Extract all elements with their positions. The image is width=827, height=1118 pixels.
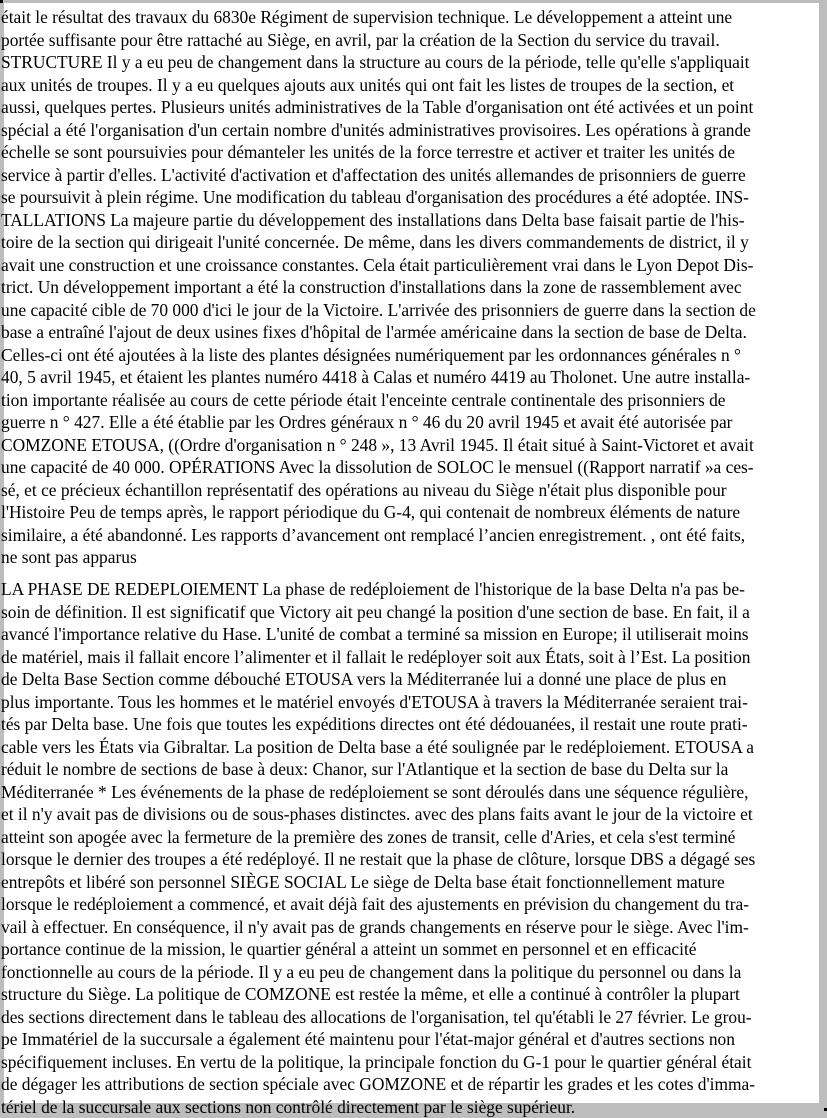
paragraph-structure-installations-operations (1, 6, 821, 569)
text-line: de Delta Base Section comme débouché ETOUSA vers la Méditerranée lui a donné une place de plus en (1, 668, 821, 691)
text-line: cable vers les États via Gibraltar. La position de Delta base a été soulignée par le redéploiement. ETOUSA a (1, 736, 821, 759)
text-line: réduit le nombre de sections de base à deux: Chanor, sur l'Atlantique et la section de base du Delta sur la (1, 758, 821, 781)
text-line: trict. Un développement important a été la construction d'installations dans la zone de rassemblement avec (1, 276, 821, 299)
text-line: spécial a été l'organisation d'un certain nombre d'unités administratives provisoires. Les opérations à grande (1, 119, 821, 142)
text-line: base a entraîné l'ajout de deux usines fixes d'hôpital de l'armée américaine dans la section de base de Delta. (1, 321, 821, 344)
text-line: ne sont pas apparus (1, 546, 821, 569)
text-line: LA PHASE DE REDEPLOIEMENT La phase de redéploiement de l'historique de la base Delta n'a pas be- (1, 578, 821, 601)
text-line: était le résultat des travaux du 6830e Régiment de supervision technique. Le développement a atteint une (1, 6, 821, 29)
text-line: soin de définition. Il est significatif que Victory ait peu changé la position d'une section de base. En fait, il a (1, 601, 821, 624)
text-line: COMZONE ETOUSA, ((Ordre d'organisation n ° 248 », 13 Avril 1945. Il était situé à Saint-Victoret et avait (1, 434, 821, 457)
text-line: atteint son apogée avec la fermeture de la première des zones de transit, celle d'Aries, et cela s'est terminé (1, 826, 821, 849)
text-line: guerre n ° 427. Elle a été établie par les Ordres généraux n ° 46 du 20 avril 1945 et avait été autorisée par (1, 411, 821, 434)
text-line: sé, et ce précieux échantillon représentatif des opérations au niveau du Siège n'était plus disponible pour (1, 479, 821, 502)
text-line: vail à effectuer. En conséquence, il n'y avait pas de grands changements en réserve pour le siège. Avec l'im- (1, 916, 821, 939)
text-line: l'Histoire Peu de temps après, le rapport périodique du G-4, qui contenait de nombreux éléments de nature (1, 501, 821, 524)
text-line: tériel de la succursale aux sections non contrôlé directement par le siège supérieur. (1, 1096, 821, 1118)
text-line: TALLATIONS La majeure partie du développement des installations dans Delta base faisait partie de l'his- (1, 209, 821, 232)
text-line: se poursuivit à plein régime. Une modification du tableau d'organisation des procédures a été adoptée. INS- (1, 186, 821, 209)
text-line: de dégager les attributions de section spéciale avec GOMZONE et de répartir les grades et les cotes d'imma- (1, 1073, 821, 1096)
text-line: pe Immatériel de la succursale a également été maintenu pour l'état-major général et d'autres sections non (1, 1028, 821, 1051)
text-line: portée suffisante pour être rattaché au Siège, en avril, par la création de la Section du service du travail. (1, 29, 821, 52)
text-line: structure du Siège. La politique de COMZONE est restée la même, et elle a continué à contrôler la plupart (1, 983, 821, 1006)
text-line: aussi, quelques pertes. Plusieurs unités administratives de la Table d'organisation ont été activées et un point (1, 96, 821, 119)
text-line: portance continue de la mission, le quartier général a atteint un sommet en personnel et en efficacité (1, 938, 821, 961)
text-line: service à partir d'elles. L'activité d'activation et d'affectation des unités allemandes de prisonniers de guerre (1, 164, 821, 187)
text-line: échelle se sont poursuivies pour démanteler les unités de la force terrestre et activer et traiter les unités de (1, 141, 821, 164)
text-line: avait une construction et une croissance constantes. Cela était particulièrement vrai dans le Lyon Depot Dis- (1, 254, 821, 277)
text-line: STRUCTURE Il y a eu peu de changement dans la structure au cours de la période, telle qu'elle s'appliquait (1, 51, 821, 74)
text-line: similaire, a été abandonné. Les rapports d’avancement ont remplacé l’ancien enregistrement. , ont été faits, (1, 524, 821, 547)
document-page (4, 3, 819, 1103)
text-line: tion importante réalisée au cours de cette période était l'enceinte centrale continentale des prisonniers de (1, 389, 821, 412)
text-line: lorsque le dernier des troupes a été redéployé. Il ne restait que la phase de clôture, lorsque DBS a dégagé ses (1, 848, 821, 871)
text-line: tés par Delta base. Une fois que toutes les expéditions directes ont été dédouanées, il restait une route prati- (1, 713, 821, 736)
text-line: spécifiquement incluses. En vertu de la politique, la principale fonction du G-1 pour le quartier général était (1, 1051, 821, 1074)
text-line: 40, 5 avril 1945, et étaient les plantes numéro 4418 à Calas et numéro 4419 au Tholonet. Une autre installa- (1, 366, 821, 389)
text-line: fonctionnelle au cours de la période. Il y a eu peu de changement dans la politique du personnel ou dans la (1, 961, 821, 984)
text-line: entrepôts et libéré son personnel SIÈGE SOCIAL Le siège de Delta base était fonctionnellement mature (1, 871, 821, 894)
paragraph-redeployment-headquarters (1, 578, 821, 1118)
text-line: lorsque le redéploiement a commencé, et avait déjà fait des ajustements en prévision du changement du tra- (1, 893, 821, 916)
text-line: et il n'y avait pas de divisions ou de sous-phases distinctes. avec des plans faits avant le jour de la victoire et (1, 803, 821, 826)
text-line: avancé l'importance relative du Hase. L'unité de combat a terminé sa mission en Europe; il utiliserait moins (1, 623, 821, 646)
text-line: une capacité de 40 000. OPÉRATIONS Avec la dissolution de SOLOC le mensuel ((Rapport narratif »a ces- (1, 456, 821, 479)
text-line: plus importante. Tous les hommes et le matériel envoyés d'ETOUSA à travers la Méditerranée seraient trai- (1, 691, 821, 714)
text-line: Méditerranée * Les événements de la phase de redéploiement se sont déroulés dans une séquence régulière, (1, 781, 821, 804)
text-line: toire de la section qui dirigeait l'unité concernée. De même, dans les divers commandements de district, il y (1, 231, 821, 254)
text-line: de matériel, mais il fallait encore l’alimenter et il fallait le redéployer soit aux États, soit à l’Est. La position (1, 646, 821, 669)
page-corner-marker (0, 0, 3, 3)
text-line: des sections directement dans le tableau des allocations de l'organisation, tel qu'établi le 27 février. Le grou- (1, 1006, 821, 1029)
text-line: une capacité cible de 70 000 d'ici le jour de la Victoire. L'arrivée des prisonniers de guerre dans la section de (1, 299, 821, 322)
text-line: aux unités de troupes. Il y a eu quelques ajouts aux unités qui ont fait les listes de troupes de la section, et (1, 74, 821, 97)
text-line: Celles-ci ont été ajoutées à la liste des plantes désignées numériquement par les ordonnances générales n ° (1, 344, 821, 367)
